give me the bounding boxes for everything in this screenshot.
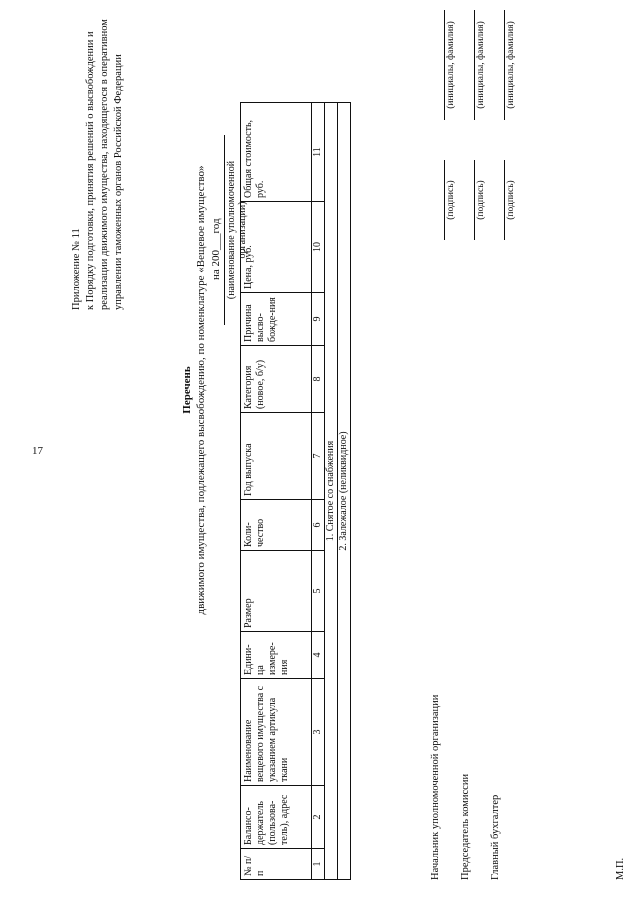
- table-index-row: [312, 103, 325, 880]
- column-index: 6: [312, 500, 325, 551]
- column-index: 9: [312, 293, 325, 346]
- signature-label: Главный бухгалтер: [490, 794, 501, 880]
- signature-field: (подпись): [474, 160, 486, 240]
- signature-label: Начальник уполномоченной организации: [430, 694, 441, 880]
- table-header-cell: Год выпуска: [241, 413, 312, 500]
- column-index: 7: [312, 413, 325, 500]
- signature-field: (подпись): [504, 160, 516, 240]
- property-table: [240, 102, 351, 880]
- table-header-row: [241, 103, 312, 880]
- name-field: (инициалы, фамилия): [444, 10, 456, 120]
- table-header-cell: Наименование вещевого имущества с указанием артикула ткани: [241, 679, 312, 786]
- column-index: 1: [312, 849, 325, 880]
- column-index: 8: [312, 346, 325, 413]
- table-header-cell: Категория (новое, б/у): [241, 346, 312, 413]
- column-index: 5: [312, 551, 325, 632]
- stamp-place: М.П.: [615, 857, 626, 880]
- column-index: 3: [312, 679, 325, 786]
- section-label: 1. Снятое со снабжения: [325, 103, 338, 880]
- title-block: [180, 110, 208, 670]
- name-field: (инициалы, фамилия): [474, 10, 486, 120]
- signature-field: (подпись): [444, 160, 456, 240]
- signature-label: Председатель комиссии: [460, 773, 471, 880]
- column-index: 11: [312, 103, 325, 202]
- table-section-row: [325, 103, 338, 880]
- table-header-cell: Цена, руб.: [241, 202, 312, 293]
- year-line: на 200___год: [210, 218, 222, 280]
- section-label: 2. Залежалое (неликвидное): [338, 103, 351, 880]
- document-subtitle: движимого имущества, подлежащего высвобождению, по номенклатуре «Вещевое имущество»: [195, 165, 207, 615]
- table-header-cell: Балансо-держатель (пользова-тель), адрес: [241, 786, 312, 849]
- table-header-cell: Едини-ца измере-ния: [241, 632, 312, 679]
- page-number: 17: [32, 445, 43, 457]
- appendix-text: к Порядку подготовки, принятия решений о высвобождении и реализации движимого имущества, находящегося в оперативном управлении таможенных органов Российской Федерации: [85, 19, 124, 310]
- appendix-number: Приложение № 11: [71, 228, 82, 310]
- table-header-cell: Размер: [241, 551, 312, 632]
- column-index: 2: [312, 786, 325, 849]
- table-header-cell: Причина высво-божде-ния: [241, 293, 312, 346]
- column-index: 10: [312, 202, 325, 293]
- name-field: (инициалы, фамилия): [504, 10, 516, 120]
- appendix-block: [70, 10, 126, 310]
- table-header-cell: № п/п: [241, 849, 312, 880]
- document-heading: Перечень: [181, 366, 193, 414]
- table-section-row: [338, 103, 351, 880]
- table-header-cell: Коли-чество: [241, 500, 312, 551]
- column-index: 4: [312, 632, 325, 679]
- table-header-cell: Общая стоимость, руб.: [241, 103, 312, 202]
- organization-caption: (наименование уполномоченной организации): [224, 135, 248, 325]
